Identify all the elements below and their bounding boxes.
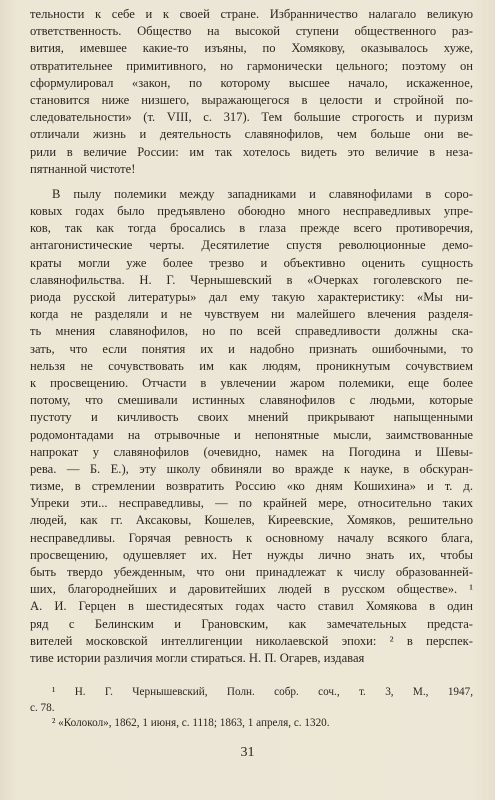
text-line: тиве истории различия могли стираться. Н. П. Огарев, издавая [30,650,365,665]
text-line: В пылу полемики между западниками и славянофилами в соро- [52,186,473,201]
text-line: тизме, в стремлении возвратить Россию «ко дням Кошихина» и т. д. [30,479,473,494]
text-line: ряд с Белинским и Грановским, как замечательных предста- [30,616,473,631]
text-line: ответственность. Общество на высокой ступени общественного раз- [30,24,473,39]
footnotes [30,685,473,732]
text-line: риода русской литературы» дал ему такую характеристику: «Мы ни- [30,290,473,304]
paragraph-2 [30,186,473,667]
text-line: тельности к себе и к своей стране. Избранничество налагало великую [30,7,473,21]
text-line: когда не разделяли и не чувствуем ни малейшего влечения разделя- [30,307,473,322]
text-line: зать, что если понятия их и надобно признать ошибочными, то [30,341,473,356]
text-line: славянофильства. Н. Г. Чернышевский в «Очерках гоголевского пе- [30,272,473,287]
text-line: вителей московской интеллигенции николаевской эпохи: ² в перспек- [30,633,473,648]
text-line: следовательности» (т. VIII, с. 317). Тем большие строгость и пуризм [30,110,473,125]
text-line: напрокат у славянофилов (очевидно, намек на Погодина и Шевы- [30,444,473,459]
text-line: быть твердо убежденным, что они принадлежат к числу образованней- [30,565,473,579]
text-line: становится ниже низшего, выражающегося в целости и стройной по- [30,92,473,107]
text-line: ть мнения славянофилов, но по всей справедливости должны ска- [30,324,473,339]
text-line: ков, так как тогда бросались в глаза прежде всего противоречия, [30,221,473,236]
text-line: рили в величие России: им так хотелось видеть это величие в неза- [30,144,473,159]
text-line: несправедливы. Горячая ревность к основному началу всякого блага, [30,530,473,545]
text-line: нельзя не сочувствовать им как людям, проникнутым сочувствием [30,358,473,373]
paragraph-1 [30,6,473,178]
footnote-line: ¹ Н. Г. Чернышевский, Полн. собр. соч., т. 3, М., 1947, [52,686,473,698]
text-line: родомонтадами на отрывочные и непонятные мысли, заимствованные [30,427,473,442]
text-line: отвратительнее примитивного, но гармонически цельного; поэтому он [30,58,473,73]
text-line: краты могли уже более трезво и объективно оценить сущность [30,255,473,270]
text-line: вития, имевшее какие-то изъяны, по Хомякову, оказывалось хуже, [30,41,473,56]
text-line: отличали жизнь и деятельность славянофилов, чем больше они ве- [30,127,473,142]
text-line: к просвещению. Отчасти в увлечении жаром полемики, еще более [30,375,473,390]
text-line: людей, как гг. Аксаковы, Кошелев, Киреевские, Хомяков, решительно [30,513,473,528]
text-line: А. И. Герцен в шестидесятых годах часто ставил Хомякова в один [30,599,473,614]
main-text [30,6,473,675]
footnote-line: с. 78. [30,701,55,714]
text-line: потому, что смешивали истинных славянофилов с людьми, которые [30,393,473,408]
text-line: просвещению, одушевляет их. Нет нужды лично знать их, чтобы [30,547,473,562]
text-line: пустоту и кичливость своих мнений прикрывают напыщенными [30,410,473,425]
footnote-line: ² «Колокол», 1862, 1 июня, с. 1118; 1863, 1 апреля, с. 1320. [52,717,330,729]
page-number: 31 [240,745,255,760]
text-line: сформулировал «закон, по которому высшее начало, искаженное, [30,75,473,90]
text-line: антагонистические черты. Десятилетие спустя революционные демо- [30,238,473,253]
text-line: ших, благороднейших и даровитейших людей в русском обществе». ¹ [30,582,473,597]
text-line: ковых годах было предъявлено обоюдно много несправедливых упре- [30,204,473,219]
text-line: пятнанной чистоте! [30,161,136,176]
text-line: Упреки эти... несправедливы, — по крайней мере, относительно таких [30,496,473,511]
text-line: рева. — Б. Е.), эту школу обвиняли во вражде к науке, в обскуран- [30,461,473,476]
